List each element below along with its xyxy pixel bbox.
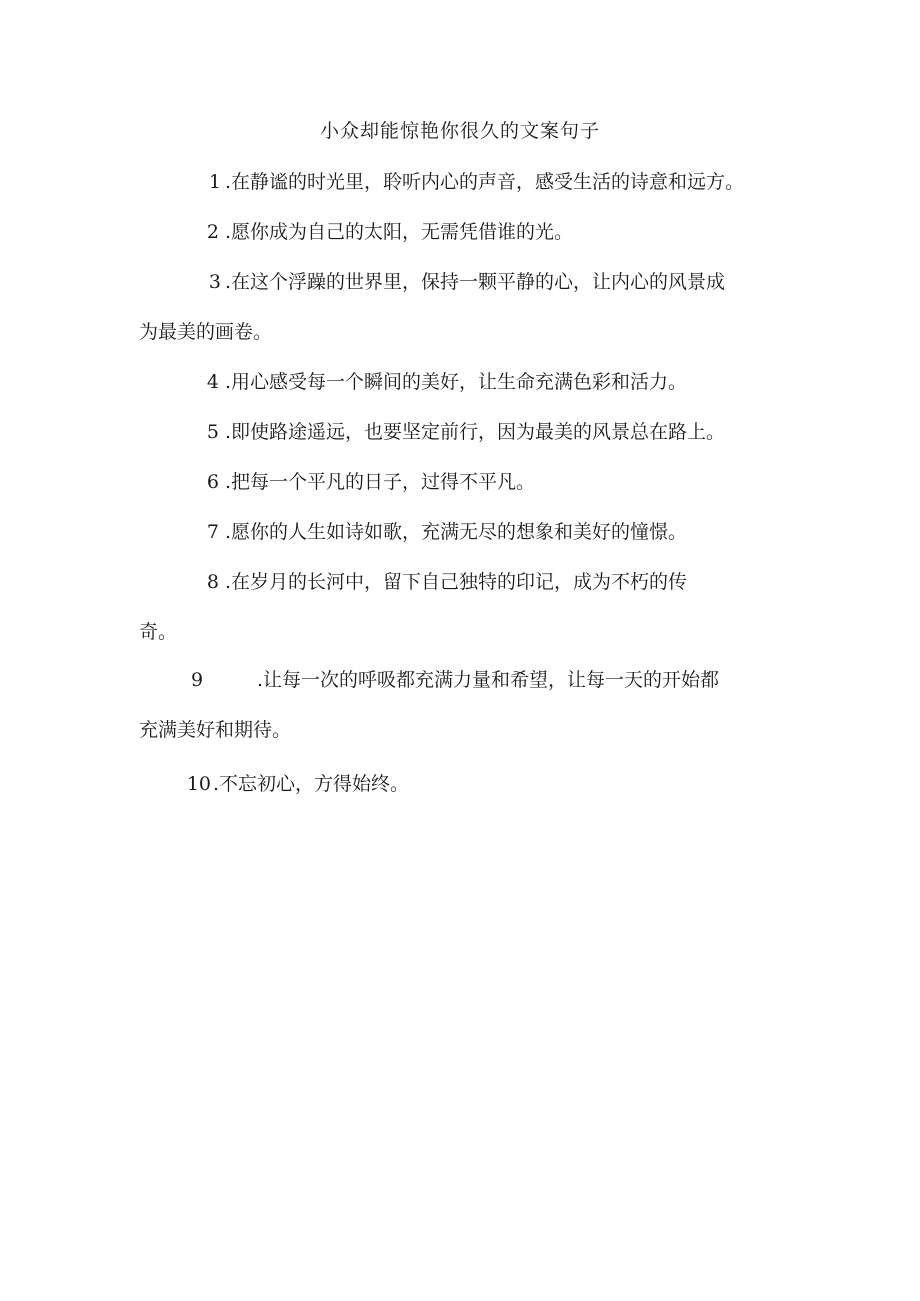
- list-item-7: [139, 518, 819, 546]
- list-item-3: [139, 268, 819, 296]
- list-item-2: [139, 218, 819, 246]
- item-number: 6: [206, 471, 219, 493]
- item-text: .愿你的人生如诗如歌，充满无尽的想象和美好的憧憬。: [225, 521, 688, 543]
- list-item-8-continuation: 奇。: [139, 621, 178, 643]
- list-item-3-continuation: 为最美的画卷。: [139, 321, 273, 343]
- list-item-8: [139, 568, 819, 596]
- item-number: 3: [208, 271, 221, 293]
- list-item-10: [139, 770, 819, 798]
- item-text: .用心感受每一个瞬间的美好，让生命充满色彩和活力。: [225, 371, 688, 393]
- item-number: 10: [186, 773, 211, 795]
- item-text: .在这个浮躁的世界里，保持一颗平静的心，让内心的风景成: [225, 271, 726, 293]
- item-text: .不忘初心，方得始终。: [213, 773, 410, 795]
- list-item-9: [139, 666, 819, 694]
- item-text: .在岁月的长河中，留下自己独特的印记，成为不朽的传: [225, 571, 688, 593]
- item-text: .让每一次的呼吸都充满力量和希望，让每一天的开始都: [257, 669, 720, 691]
- item-number: 7: [206, 521, 219, 543]
- item-number: 9: [191, 669, 204, 691]
- item-number: 8: [206, 571, 219, 593]
- list-item-9-continuation: 充满美好和期待。: [139, 719, 292, 741]
- list-item-6: [139, 468, 819, 496]
- item-number: 2: [206, 221, 219, 243]
- item-number: 1: [208, 171, 221, 193]
- item-number: 5: [206, 421, 219, 443]
- list-item-4: [139, 368, 819, 396]
- item-text: .愿你成为自己的太阳，无需凭借谁的光。: [225, 221, 574, 243]
- list-item-5: [139, 418, 819, 446]
- item-text: .把每一个平凡的日子，过得不平凡。: [225, 471, 536, 493]
- item-text: .即使路途遥远，也要坚定前行，因为最美的风景总在路上。: [225, 421, 726, 443]
- list-item-1: [139, 168, 819, 196]
- item-text: .在静谧的时光里，聆听内心的声音，感受生活的诗意和远方。: [225, 171, 745, 193]
- item-number: 4: [206, 371, 219, 393]
- document-title: 小众却能惊艳你很久的文案句子: [319, 120, 600, 142]
